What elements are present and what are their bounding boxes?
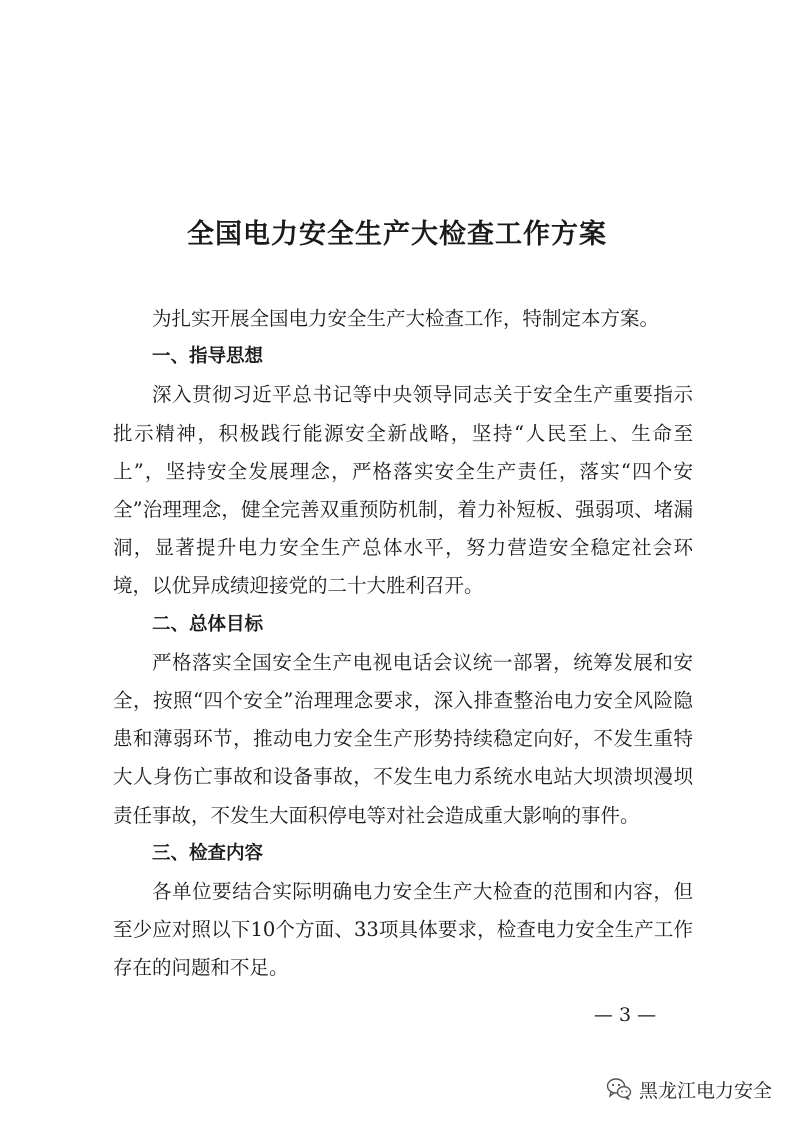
section-heading-overall-goals: 二、总体目标 [152,613,264,635]
section-heading-inspection-content: 三、检查内容 [152,842,264,864]
document-title: 全国电力安全生产大检查工作方案 [187,219,607,250]
paragraph-inspection-content: 各单位要结合实际明确电力安全生产大检查的范围和内容，但至少应对照以下10个方面、33项具体要求，检查电力安全生产工作存在的问题和不足。 [113,880,693,980]
intro-paragraph: 为扎实开展全国电力安全生产大检查工作，特制定本方案。 [152,307,660,330]
page-number: — 3 — [593,1004,657,1026]
paragraph-overall-goals: 严格落实全国安全生产电视电话会议统一部署，统筹发展和安全，按照“四个安全”治理理念要求，深入排查整治电力安全风险隐患和薄弱环节，推动电力安全生产形势持续稳定向好，不发生重特大人身伤亡事故和设备事故，不发生电力系统水电站大坝溃坝漫坝责任事故，不发生大面积停电等对社会造成重大影响的事件。 [113,650,693,827]
wechat-icon [606,1077,632,1101]
section-heading-guiding-ideology: 一、指导思想 [152,346,264,368]
document-body [113,300,693,988]
watermark-text: 黑龙江电力安全 [639,1079,773,1102]
account-watermark [606,1072,772,1106]
paragraph-guiding-ideology: 深入贯彻习近平总书记等中央领导同志关于安全生产重要指示批示精神，积极践行能源安全新战略，坚持“人民至上、生命至上”，坚持安全发展理念，严格落实安全生产责任，落实“四个安全”治理理念，健全完善双重预防机制，着力补短板、强弱项、堵漏洞，显著提升电力安全生产总体水平，努力营造安全稳定社会环境，以优异成绩迎接党的二十大胜利召开。 [113,383,693,598]
